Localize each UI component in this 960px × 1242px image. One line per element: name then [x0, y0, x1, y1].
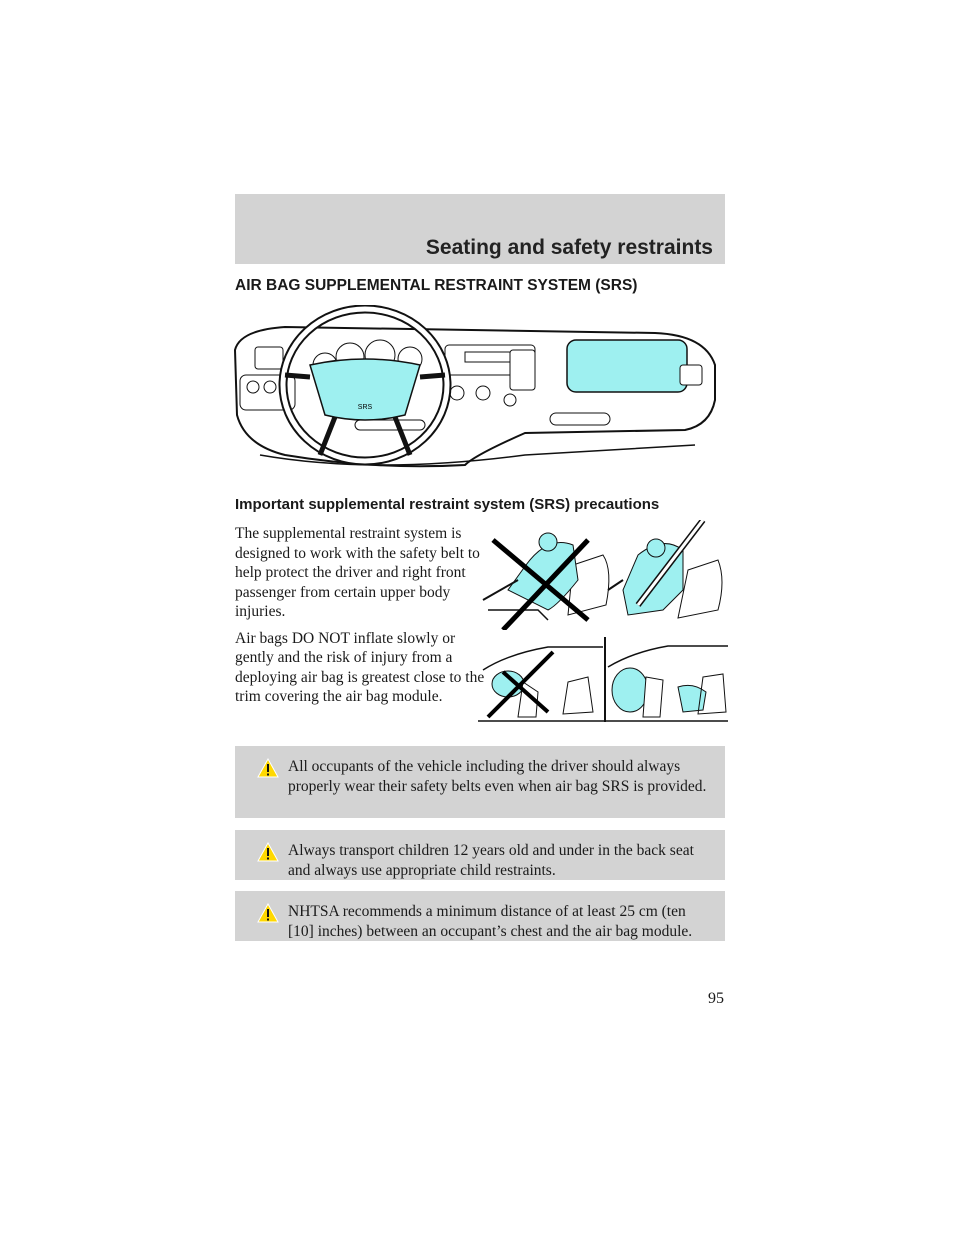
precautions-body [235, 524, 485, 714]
dashboard-airbag-illustration [225, 305, 725, 485]
warning-icon [257, 903, 279, 923]
warning-icon [257, 842, 279, 862]
srs-label: SRS [357, 404, 373, 411]
warning-text: NHTSA recommends a minimum distance of at least 25 cm (ten [10] inches) between an occupant’s chest and the air bag module. [288, 903, 693, 940]
warning-box [235, 830, 725, 880]
child-seat-illustration [478, 632, 728, 724]
warning-box [235, 891, 725, 941]
precautions-paragraph: The supplemental restraint system is designed to work with the safety belt to help protect the driver and right front passenger from certain upper body injuries. [235, 525, 480, 620]
page-number: 95 [708, 990, 724, 1007]
warning-text: All occupants of the vehicle including the driver should always properly wear their safety belts even when air bag SRS is provided. [288, 758, 707, 795]
section-heading: AIR BAG SUPPLEMENTAL RESTRAINT SYSTEM (SRS) [235, 277, 638, 294]
precautions-paragraph: Air bags DO NOT inflate slowly or gently and the risk of injury from a deploying air bag is greatest close to the trim covering the air bag module. [235, 629, 485, 705]
section-title: Seating and safety restraints [425, 236, 713, 259]
warning-text: Always transport children 12 years old and under in the back seat and always use appropriate child restraints. [288, 842, 694, 879]
occupant-position-illustration [478, 520, 728, 630]
section-header [235, 194, 725, 264]
precautions-heading: Important supplemental restraint system (SRS) precautions [235, 496, 660, 513]
warning-box [235, 746, 725, 818]
warning-icon [257, 758, 279, 778]
